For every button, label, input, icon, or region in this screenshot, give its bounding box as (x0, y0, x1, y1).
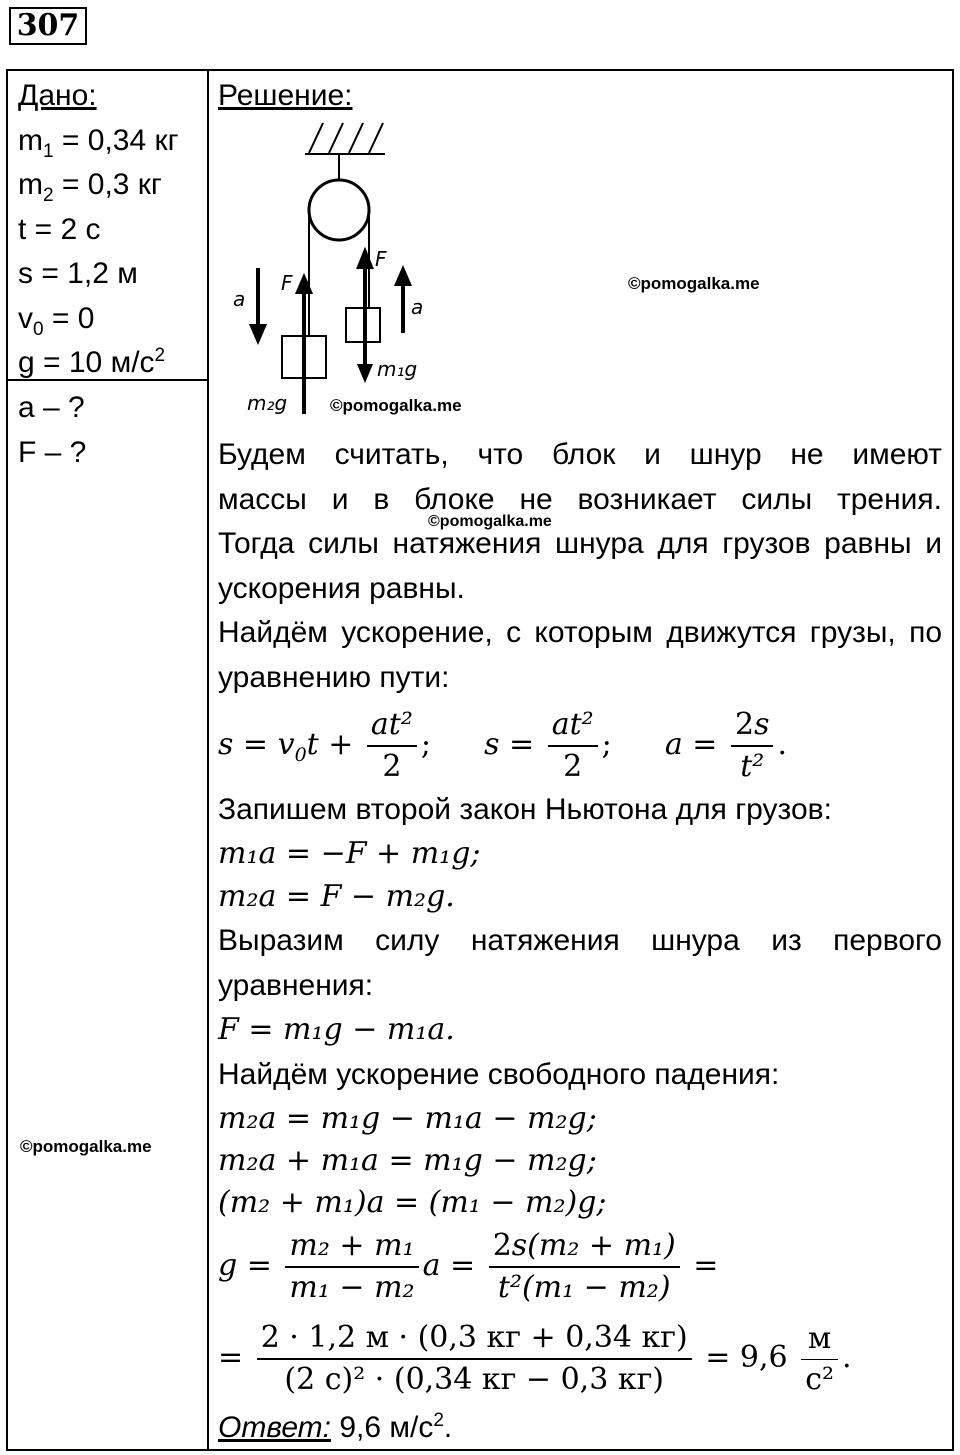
solution-title: Решение: (218, 79, 353, 112)
paragraph-assumption-1: Будем считать, что блок и шнур не имеют (218, 438, 942, 471)
given-m1: $m_1 = 0,34$ кг (18, 123, 179, 162)
equation-path: $s = v_0t$ + $\frac{\text{at²}}{2}$ ; s = $\frac{\text{at²}}{2}$ ; a = $\frac{2s}{\text{t²}}$ . (218, 707, 788, 784)
given-m2: $m_2 = 0,3$ кг (18, 168, 162, 206)
label-a-right: a (411, 295, 424, 319)
equation-F: F = m₁g − m₁a. (218, 1012, 455, 1047)
answer-label: Ответ: (218, 1411, 331, 1444)
equation-g-numeric: = $\frac{2 \cdot 1,2 м \cdot (0,3 кг + 0,34 кг)}{\text{(2 с)² · (0,34 кг − 0,3 кг)}}$ = 9,6 $\frac{м}{\text{с²}}$ . (218, 1320, 852, 1397)
column-divider (207, 69, 209, 1451)
paragraph-assumption-2: массы и в блоке не возникает силы трения. (218, 483, 942, 516)
equation-g-3: (m₂ + m₁)a = (m₁ − m₂)g; (218, 1185, 607, 1220)
ceiling-hatch (305, 123, 385, 154)
pulley-figure (225, 118, 435, 418)
label-F-left: F (281, 271, 293, 295)
given-s: s = 1,2 м (18, 257, 138, 290)
find-a: a – ? (18, 391, 85, 424)
watermark: ©pomogalka.me (20, 1137, 152, 1156)
equation-newton-1: m₁a = −F + m₁g; (218, 836, 481, 871)
equation-g-2: m₂a + m₁a = m₁g − m₂g; (218, 1143, 597, 1178)
watermark: ©pomogalka.me (330, 396, 462, 415)
given-t: t = 2 с (18, 212, 101, 246)
watermark: ©pomogalka.me (628, 274, 760, 293)
pulley (309, 180, 369, 240)
watermark: ©pomogalka.me (428, 513, 552, 530)
paragraph-tension: Тогда силы натяжения шнура для грузов равны и ускорения равны. (218, 527, 942, 605)
paragraph-acceleration: Найдём ускорение, с которым движутся грузы, по уравнению пути: (218, 616, 942, 694)
label-m1g: m₁g (377, 357, 418, 381)
problem-number: 307 (9, 7, 87, 45)
label-m2g: m₂g (247, 391, 288, 415)
label-a-left: a (233, 287, 246, 311)
given-block (18, 74, 179, 386)
paragraph-find-g: Найдём ускорение свободного падения: (218, 1058, 780, 1091)
answer: Ответ: 9,6 $м/с^2$. (218, 1410, 453, 1444)
equation-g-formula: g = $\frac{\text{m₂ + m₁}}{\text{m₁ − m₂}}$ a = $\frac{\text{2s(m₂ + m₁)}}{\text{t²(m₁ − m₂)}}$ = (218, 1228, 719, 1305)
equation-g-1: m₂a = m₁g − m₁a − m₂g; (218, 1101, 597, 1136)
find-F: F – ? (18, 435, 87, 469)
given-title: Дано: (18, 79, 97, 112)
given-g: g = 10 $м/с^2$ (18, 345, 166, 379)
paragraph-newton: Запишем второй закон Ньютона для грузов: (218, 793, 832, 826)
answer-value: 9,6 м/с (339, 1411, 434, 1444)
label-F-right: F (375, 247, 387, 271)
paragraph-express-F: Выразим силу натяжения шнура из первого уравнения: (218, 924, 942, 1002)
find-block (18, 386, 86, 475)
equation-newton-2: m₂a = F − m₂g. (218, 879, 455, 914)
given-v0: $v_0 = 0$ (18, 301, 95, 340)
